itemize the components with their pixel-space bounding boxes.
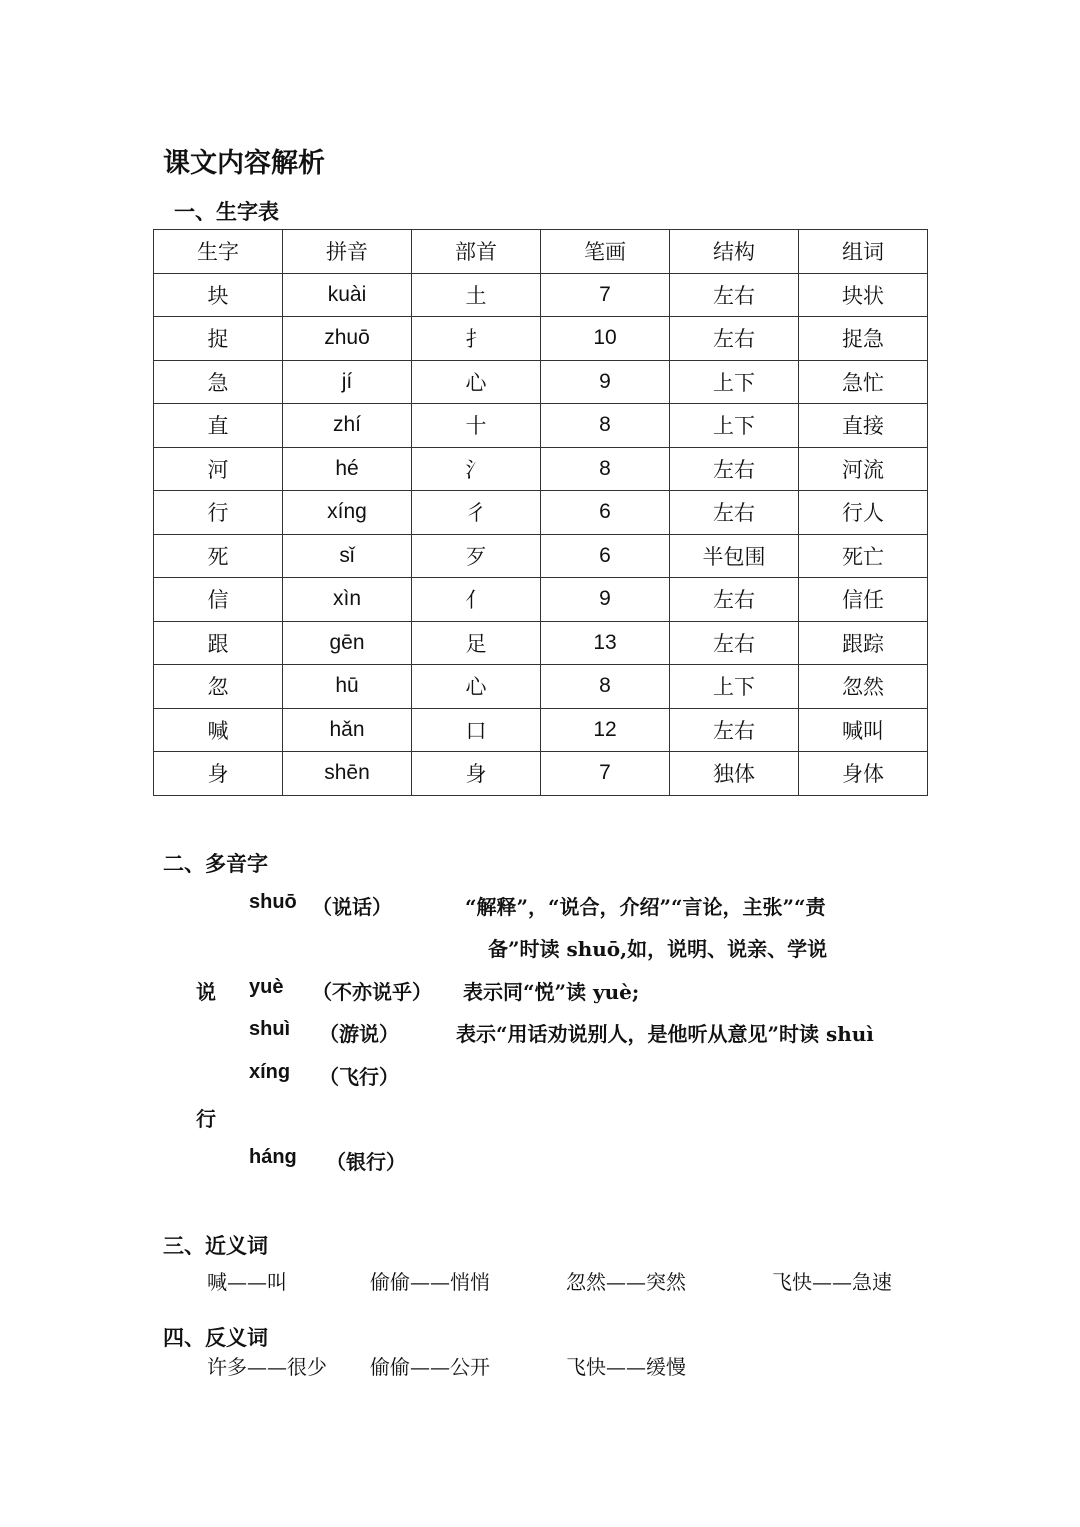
cell-word: 死亡 [799, 534, 928, 578]
table-row [154, 621, 928, 665]
cell-pinyin: kuài [283, 273, 412, 317]
cell-structure: 上下 [670, 665, 799, 709]
table-header-row [154, 230, 928, 274]
cell-character: 喊 [154, 708, 283, 752]
polyphone-char-shuo: 说 [196, 980, 216, 1004]
cell-structure: 左右 [670, 447, 799, 491]
cell-word: 身体 [799, 752, 928, 796]
cell-character: 直 [154, 404, 283, 448]
cell-word: 信任 [799, 578, 928, 622]
cell-radical: 口 [412, 708, 541, 752]
cell-pinyin: zhuō [283, 317, 412, 361]
cell-word: 跟踪 [799, 621, 928, 665]
cell-radical: 身 [412, 752, 541, 796]
cell-word: 河流 [799, 447, 928, 491]
cell-pinyin: zhí [283, 404, 412, 448]
desc-yue: 表示同“悦”读 yuè; [463, 980, 640, 1004]
antonym-pair: 许多——很少 [207, 1355, 327, 1379]
antonym-pair: 偷偷——公开 [370, 1355, 490, 1379]
cell-pinyin: shēn [283, 752, 412, 796]
antonym-pair: 飞快——缓慢 [566, 1355, 686, 1379]
cell-pinyin: gēn [283, 621, 412, 665]
cell-structure: 左右 [670, 273, 799, 317]
table-row [154, 273, 928, 317]
cell-strokes: 8 [541, 404, 670, 448]
cell-structure: 上下 [670, 404, 799, 448]
cell-pinyin: xìn [283, 578, 412, 622]
cell-structure: 左右 [670, 708, 799, 752]
cell-word: 喊叫 [799, 708, 928, 752]
column-header: 生字 [154, 230, 283, 274]
example-shuo: （说话） [312, 895, 392, 919]
table-row [154, 317, 928, 361]
table-row [154, 752, 928, 796]
cell-radical: 足 [412, 621, 541, 665]
cell-radical: 扌 [412, 317, 541, 361]
cell-radical: 心 [412, 360, 541, 404]
cell-word: 忽然 [799, 665, 928, 709]
cell-pinyin: hé [283, 447, 412, 491]
example-yue: （不亦说乎） [312, 980, 432, 1004]
table-row [154, 708, 928, 752]
table-row [154, 665, 928, 709]
section-heading-synonyms: 三、近义词 [163, 1233, 268, 1258]
table-row [154, 404, 928, 448]
cell-word: 行人 [799, 491, 928, 535]
cell-pinyin: xíng [283, 491, 412, 535]
cell-character: 身 [154, 752, 283, 796]
example-shui: （游说） [319, 1022, 399, 1046]
cell-character: 急 [154, 360, 283, 404]
column-header: 结构 [670, 230, 799, 274]
desc-shuo-line1: “解释”，“说合，介绍”“言论，主张”“责 [465, 895, 826, 919]
column-header: 部首 [412, 230, 541, 274]
cell-strokes: 12 [541, 708, 670, 752]
desc-shui: 表示“用话劝说别人，是他听从意见”时读 shuì [456, 1022, 874, 1046]
cell-strokes: 8 [541, 447, 670, 491]
cell-pinyin: hū [283, 665, 412, 709]
pinyin-xing: xíng [249, 1061, 291, 1083]
cell-pinyin: sǐ [283, 534, 412, 578]
cell-strokes: 13 [541, 621, 670, 665]
pinyin-yue: yuè [249, 976, 284, 998]
table-row [154, 578, 928, 622]
column-header: 笔画 [541, 230, 670, 274]
pinyin-shuo: shuō [249, 891, 297, 913]
cell-word: 直接 [799, 404, 928, 448]
polyphone-char-xing: 行 [196, 1107, 216, 1131]
cell-structure: 左右 [670, 578, 799, 622]
cell-radical: 歹 [412, 534, 541, 578]
cell-structure: 半包围 [670, 534, 799, 578]
column-header: 组词 [799, 230, 928, 274]
table-row [154, 447, 928, 491]
cell-structure: 左右 [670, 491, 799, 535]
cell-strokes: 7 [541, 273, 670, 317]
cell-word: 捉急 [799, 317, 928, 361]
cell-radical: 十 [412, 404, 541, 448]
desc-shuo-line2: 备”时读 shuō,如，说明、说亲、学说 [488, 937, 828, 961]
synonym-pair: 飞快——急速 [772, 1270, 892, 1294]
example-xing: （飞行） [319, 1065, 399, 1089]
cell-word: 块状 [799, 273, 928, 317]
cell-strokes: 6 [541, 491, 670, 535]
cell-radical: 氵 [412, 447, 541, 491]
cell-pinyin: jí [283, 360, 412, 404]
table-row [154, 360, 928, 404]
cell-radical: 亻 [412, 578, 541, 622]
synonym-pair: 喊——叫 [207, 1270, 287, 1294]
cell-strokes: 7 [541, 752, 670, 796]
cell-structure: 独体 [670, 752, 799, 796]
section-heading-antonyms: 四、反义词 [163, 1325, 268, 1350]
synonym-pair: 忽然——突然 [566, 1270, 686, 1294]
column-header: 拼音 [283, 230, 412, 274]
cell-strokes: 6 [541, 534, 670, 578]
cell-character: 块 [154, 273, 283, 317]
section-heading-polyphones: 二、多音字 [163, 851, 268, 876]
pinyin-shui: shuì [249, 1018, 291, 1040]
cell-strokes: 8 [541, 665, 670, 709]
cell-structure: 上下 [670, 360, 799, 404]
cell-radical: 彳 [412, 491, 541, 535]
page-title: 课文内容解析 [163, 148, 325, 179]
cell-pinyin: hǎn [283, 708, 412, 752]
cell-structure: 左右 [670, 317, 799, 361]
pinyin-hang: háng [249, 1146, 297, 1168]
cell-strokes: 9 [541, 360, 670, 404]
example-hang: （银行） [326, 1150, 406, 1174]
cell-word: 急忙 [799, 360, 928, 404]
cell-character: 行 [154, 491, 283, 535]
cell-radical: 心 [412, 665, 541, 709]
cell-radical: 土 [412, 273, 541, 317]
cell-character: 死 [154, 534, 283, 578]
cell-character: 捉 [154, 317, 283, 361]
cell-structure: 左右 [670, 621, 799, 665]
cell-character: 河 [154, 447, 283, 491]
cell-character: 跟 [154, 621, 283, 665]
synonym-pair: 偷偷——悄悄 [370, 1270, 490, 1294]
table-row [154, 534, 928, 578]
cell-strokes: 9 [541, 578, 670, 622]
section-heading-characters: 一、生字表 [174, 199, 279, 224]
table-row [154, 491, 928, 535]
character-table [153, 229, 928, 796]
cell-character: 忽 [154, 665, 283, 709]
cell-strokes: 10 [541, 317, 670, 361]
cell-character: 信 [154, 578, 283, 622]
